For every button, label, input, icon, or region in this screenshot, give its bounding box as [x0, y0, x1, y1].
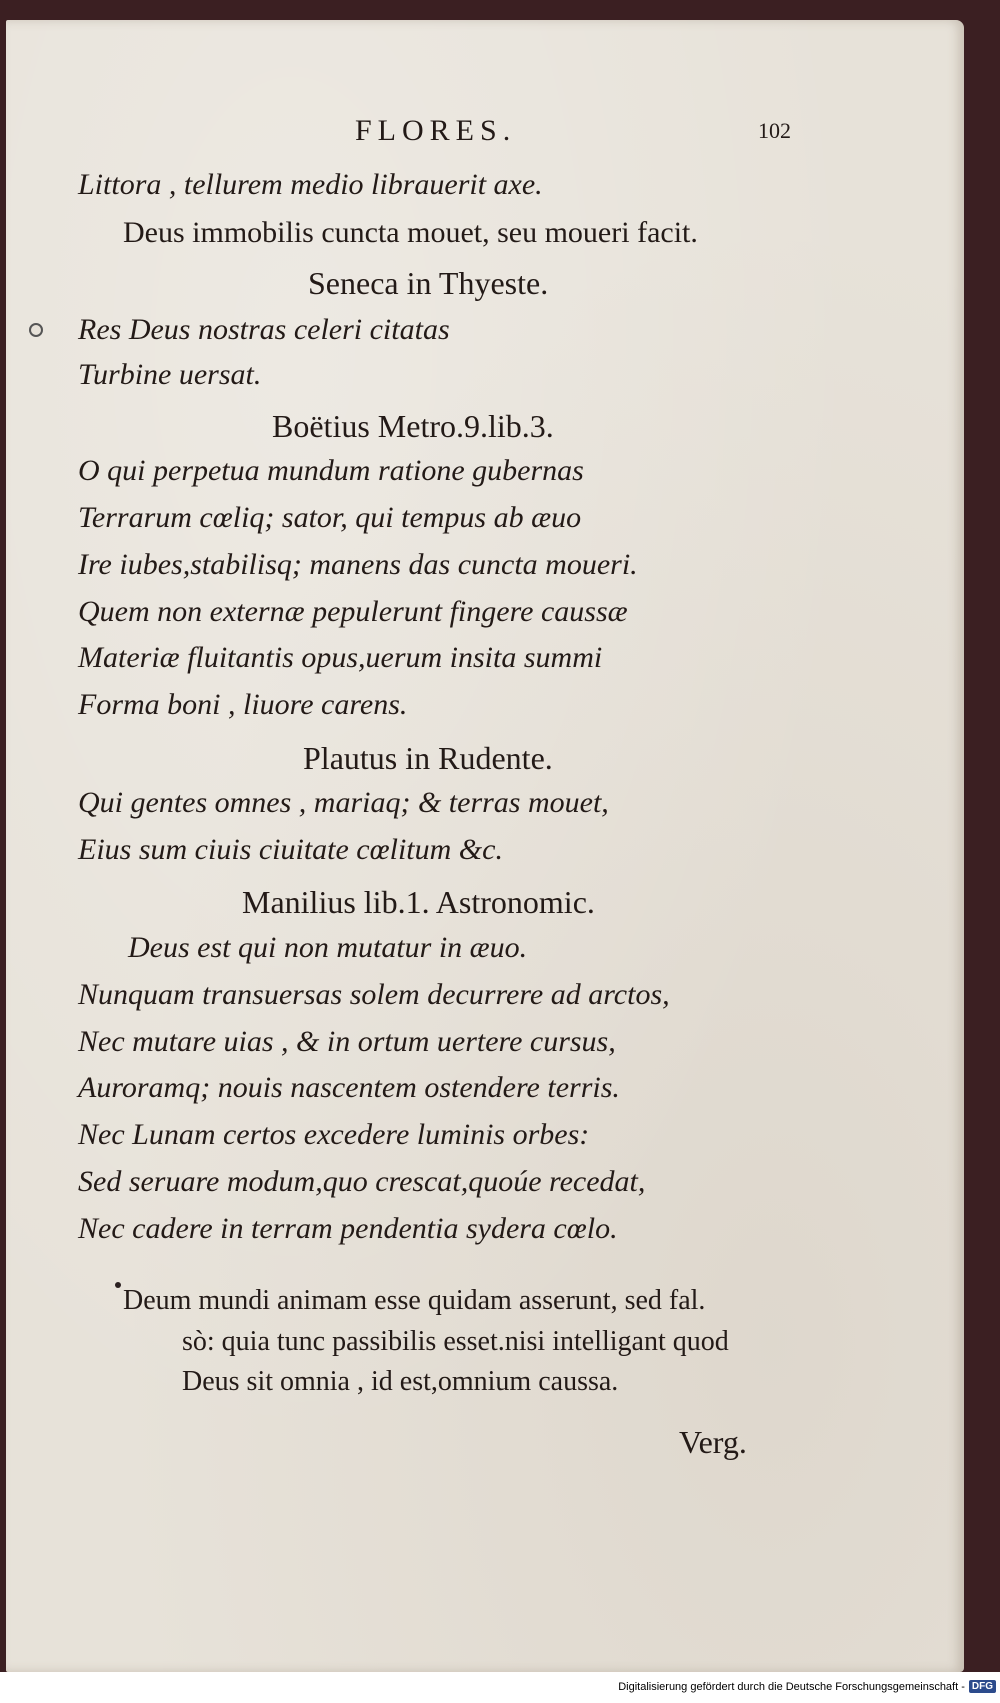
page-number: 102: [758, 118, 791, 143]
verse-line: Eius sum ciuis ciuitate cœlitum &c.: [78, 833, 503, 866]
digitization-credit: [618, 1680, 996, 1693]
verse-line: Deus est qui non mutatur in æuo.: [128, 931, 528, 964]
section-heading: Seneca in Thyeste.: [308, 265, 549, 301]
verse-line: Nunquam transuersas solem decurrere ad arctos,: [78, 978, 670, 1011]
verse-line: Materiæ fluitantis opus,uerum insita summi: [78, 641, 603, 674]
section-heading: Plautus in Rudente.: [303, 740, 553, 776]
verse-line: O qui perpetua mundum ratione gubernas: [78, 454, 584, 487]
dfg-logo: DFG: [969, 1680, 996, 1693]
verse-line: Quem non externæ pepulerunt fingere caussæ: [78, 595, 628, 628]
verse-line: Nec cadere in terram pendentia sydera cœlo.: [78, 1212, 618, 1245]
section-heading: Boëtius Metro.9.lib.3.: [272, 408, 554, 444]
verse-line: Sed seruare modum,quo crescat,quoúe recedat,: [78, 1165, 646, 1198]
commentary-line: sò: quia tunc passibilis esset.nisi intelligant quod: [182, 1326, 729, 1357]
verse-line: Terrarum cœliq; sator, qui tempus ab æuo: [78, 501, 582, 534]
verse-line: Turbine uersat.: [78, 358, 262, 391]
running-head: FLORES.: [355, 114, 517, 147]
verse-line: Ire iubes,stabilisq; manens das cuncta moueri.: [78, 548, 638, 581]
book-page: [6, 20, 964, 1672]
verse-line: Nec Lunam certos excedere luminis orbes:: [78, 1118, 590, 1151]
page-text: [6, 20, 964, 1672]
section-heading: Manilius lib.1. Astronomic.: [242, 884, 595, 920]
commentary-line: Deum mundi animam esse quidam asserunt, sed fal.: [123, 1285, 706, 1316]
verse-line: Auroramq; nouis nascentem ostendere terris.: [78, 1071, 620, 1104]
commentary-line: Deus immobilis cuncta mouet, seu moueri facit.: [123, 216, 698, 249]
catchword: Verg.: [679, 1424, 747, 1460]
verse-line: Littora , tellurem medio librauerit axe.: [78, 168, 543, 201]
credit-text: Digitalisierung gefördert durch die Deutsche Forschungsgemeinschaft -: [618, 1680, 965, 1693]
verse-line: Forma boni , liuore carens.: [78, 688, 408, 721]
commentary-line: Deus sit omnia , id est,omnium caussa.: [182, 1366, 619, 1397]
verse-line: Res Deus nostras celeri citatas: [78, 313, 450, 346]
verse-line: Qui gentes omnes , mariaq; & terras mouet,: [78, 786, 609, 819]
verse-line: Nec mutare uias , & in ortum uertere cursus,: [78, 1025, 616, 1058]
